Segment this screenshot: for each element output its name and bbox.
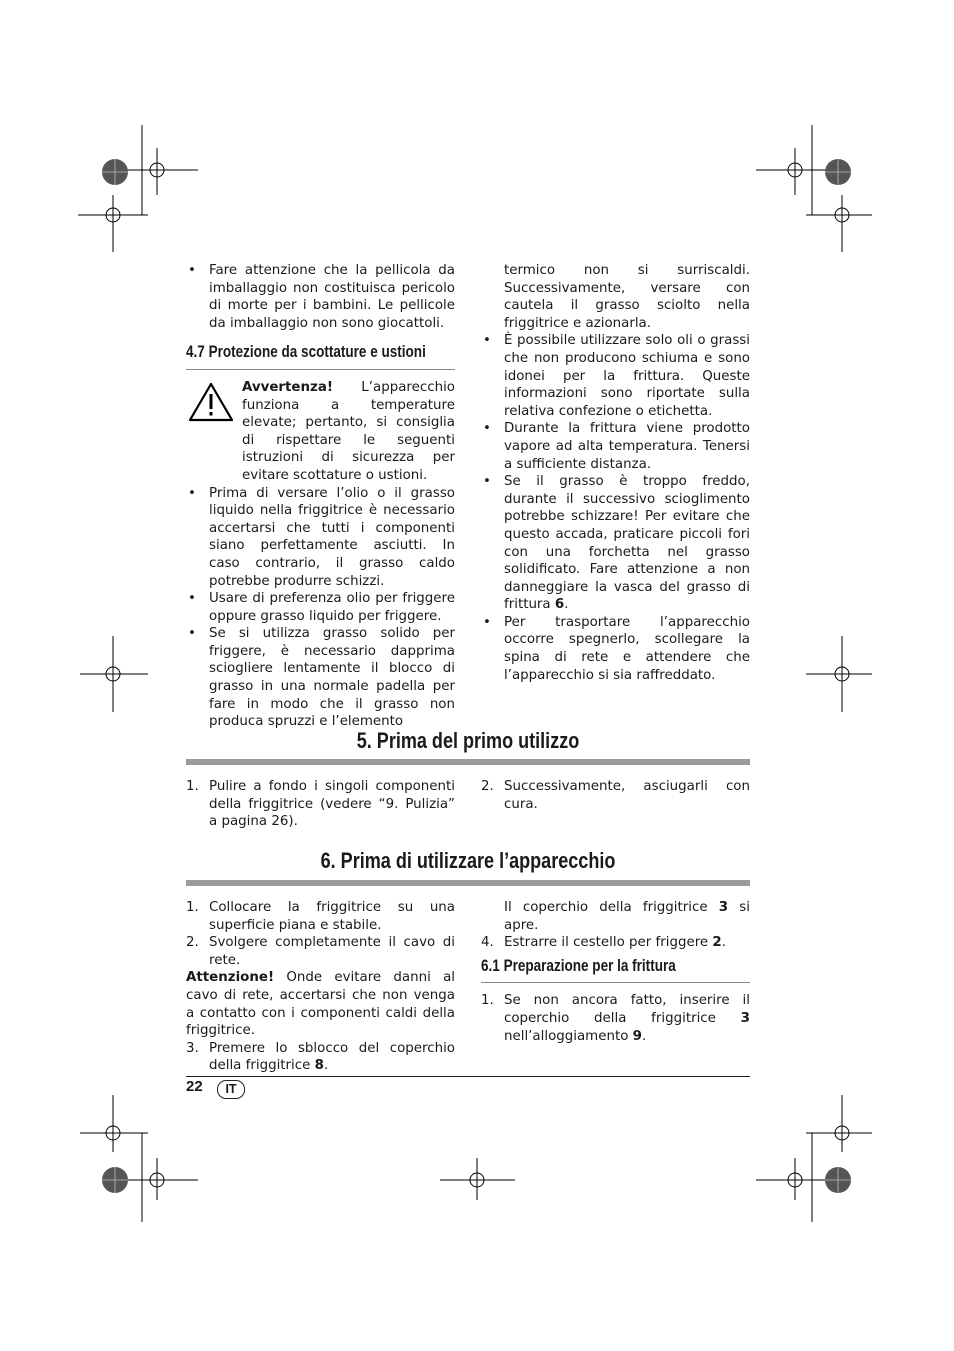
bullet-cold-fat-text: Se il grasso è troppo freddo, durante il successivo scioglimento potrebbe schizzare! Per evitare che questo accada, praticare piccoli fori con una forchetta nel grasso solidificato. Fare attenzione a non danneggiare la vasca del grasso di frittura — [504, 474, 750, 613]
bullet-steam: • Durante la frittura viene prodotto vapore ad alta temperatura. Tenersi a sufficiente distanza. — [481, 420, 750, 473]
section-6-right — [481, 899, 750, 1045]
section-5-step-2 — [481, 778, 750, 813]
prep-step-1: 1. Se non ancora fatto, inserire il coperchio della friggitrice 3 nell’alloggiamento 9. — [481, 993, 750, 1044]
part-ref: 3 — [718, 900, 729, 915]
attention-label: Attenzione! — [186, 970, 275, 986]
step-text: Il coperchio della friggitrice — [504, 900, 708, 915]
section-5-rule — [186, 759, 750, 765]
section-6-step-2 — [186, 934, 455, 969]
heading-4-7-rule — [186, 369, 455, 370]
part-ref: 6 — [554, 597, 565, 613]
page-number: 22 — [186, 1078, 203, 1095]
section-5-right — [481, 778, 750, 813]
bullet-dry-components: • Prima di versare l’olio o il grasso liquido nella friggitrice è necessario accertarsi che tutti i componenti siano perfettamente asciutti. In caso contrario, il grasso caldo potrebbe produrre schizzi. — [186, 485, 455, 591]
step-number: 4. — [481, 935, 494, 951]
solid-fat-continuation: termico non si surriscaldi. Successivamente, versare con cautela il grasso sciolto nella friggitrice e azionarla. — [504, 263, 750, 331]
bullet-packaging: • Fare attenzione che la pellicola da imballaggio non costituisca pericolo di morte per i bambini. Le pellicole da imballaggio non sono giocattoli. — [186, 262, 455, 332]
warning-text: L’apparecchio funziona a temperature elevate; pertanto, si consiglia di rispettare le seguenti istruzioni di sicurezza per evitare scottature o ustioni. — [242, 379, 455, 483]
step-text: Premere lo sblocco del coperchio della friggitrice — [209, 1040, 455, 1074]
section-6-step-3-continued — [481, 899, 750, 934]
left-column-top — [186, 262, 455, 731]
section-5-title: 5. Prima del primo utilizzo — [356, 728, 580, 753]
part-ref: 2 — [712, 935, 722, 951]
footer-rule — [186, 1076, 750, 1077]
section-6-step-3: 3. Premere lo sblocco del coperchio della friggitrice 8. — [186, 1040, 455, 1074]
section-5-left — [186, 778, 455, 831]
step-number: 2. — [481, 779, 494, 794]
section-6-step-1 — [186, 899, 455, 934]
step-text: Estrarre il cestello per friggere — [504, 935, 709, 951]
section-6-left — [186, 899, 455, 1075]
bullet-cold-fat: • Se il grasso è troppo freddo, durante il successivo scioglimento potrebbe schizzare! Per evitare che questo accada, praticare piccoli fori con una forchetta nel grasso solidificato. Fare attenzione a non danneggiare la vasca del grasso di frittura 6. — [481, 473, 750, 614]
section-6-title: 6. Prima di utilizzare l’apparecchio — [320, 848, 616, 873]
step-text: Collocare la friggitrice su una superficie piana e stabile. — [209, 900, 455, 933]
step-number: 1. — [186, 900, 199, 915]
step-text: Successivamente, asciugarli con cura. — [504, 779, 750, 812]
section-5-step-1 — [186, 778, 455, 831]
step-number: 1. — [481, 993, 494, 1009]
warning-block — [186, 379, 455, 485]
step-text-b: nell’alloggiamento — [504, 1028, 629, 1044]
attention-text: Onde evitare danni al cavo di rete, accertarsi che non venga a contatto con i componenti caldi della friggitrice. — [186, 970, 455, 1039]
part-ref: 9 — [632, 1028, 642, 1044]
section-6-rule — [186, 880, 750, 886]
bullet-solid-fat: • Se si utilizza grasso solido per friggere, è necessario dapprima sciogliere lentamente il blocco di grasso in una normale padella per fare in modo che il grasso non produca spruzzi e l’elemento — [186, 625, 455, 731]
heading-4-7: 4.7 Protezione da scottature e ustioni — [186, 343, 426, 362]
part-ref: 3 — [740, 1010, 750, 1026]
heading-6-1: 6.1 Preparazione per la frittura — [481, 956, 676, 975]
step-number: 1. — [186, 779, 199, 794]
step-text: Pulire a fondo i singoli componenti della friggitrice (vedere “9. Pulizia” a pagina 26). — [209, 779, 455, 830]
step-text-end: si apre. — [504, 900, 750, 933]
step-number: 3. — [186, 1040, 199, 1056]
part-ref: 8 — [314, 1058, 324, 1074]
bullet-transport: • Per trasportare l’apparecchio occorre spegnerlo, scollegare la spina di rete e attendere che l’apparecchio si sia raffreddato. — [481, 614, 750, 684]
section-6-step-4: 4. Estrarre il cestello per friggere 2. — [481, 935, 727, 951]
bullet-use-oil: • Usare di preferenza olio per friggere oppure grasso liquido per friggere. — [186, 590, 455, 625]
warning-label: Avvertenza! — [242, 379, 333, 395]
language-badge: IT — [217, 1080, 245, 1099]
attention-note — [186, 969, 455, 1039]
step-text: Se non ancora fatto, inserire il coperchio della friggitrice — [504, 993, 750, 1026]
step-text: Svolgere completamente il cavo di rete. — [209, 935, 455, 968]
right-column-top — [481, 262, 750, 684]
step-number: 2. — [186, 935, 199, 951]
warning-triangle-icon — [188, 381, 234, 423]
bullet-oils: • È possibile utilizzare solo oli o grassi che non producono schiuma e sono idonei per la frittura. Queste informazioni sono riportate sulla relativa confezione o etichetta. — [481, 332, 750, 420]
heading-6-1-rule — [481, 982, 750, 983]
